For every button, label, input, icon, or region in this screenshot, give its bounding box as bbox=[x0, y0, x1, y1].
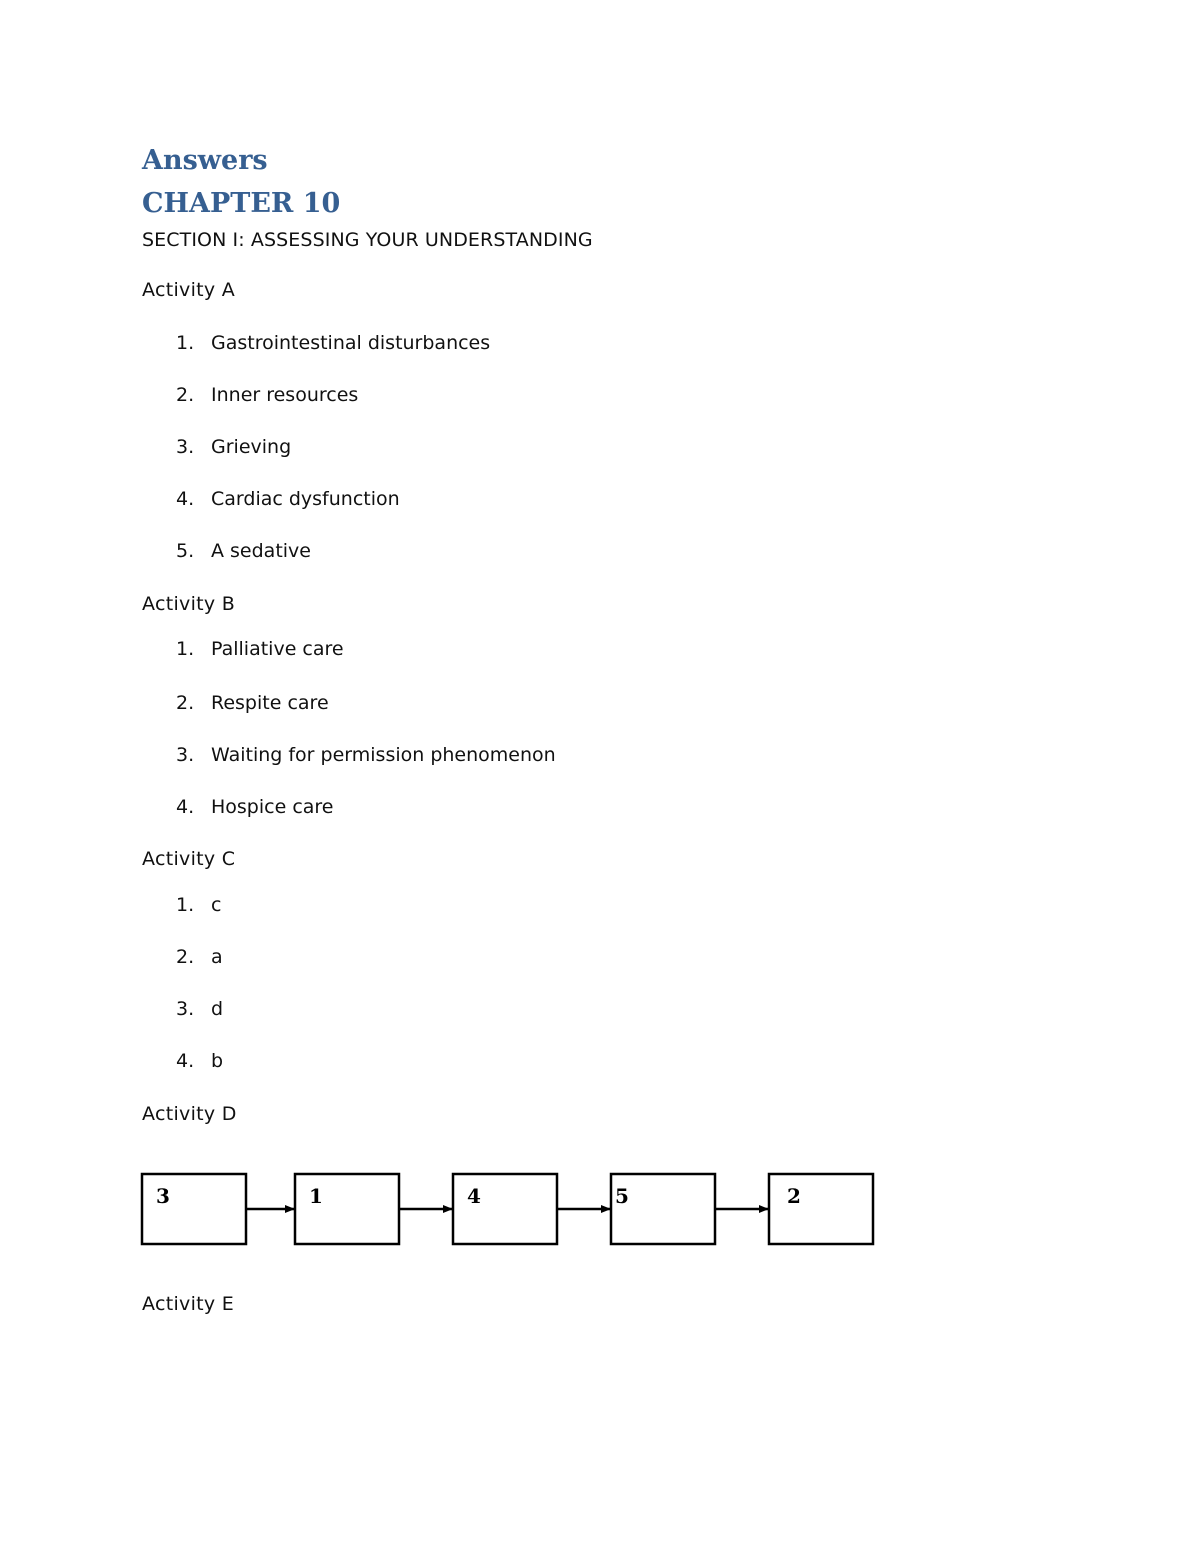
activity-d-heading: Activity D bbox=[142, 1103, 237, 1125]
list-item-text: Gastrointestinal disturbances bbox=[211, 332, 491, 354]
list-item-text: Hospice care bbox=[211, 796, 334, 818]
section-heading: SECTION I: ASSESSING YOUR UNDERSTANDING bbox=[142, 229, 593, 251]
list-item-number: 3. bbox=[176, 998, 195, 1020]
list-item-text: c bbox=[211, 894, 222, 916]
list-item-number: 1. bbox=[176, 638, 195, 660]
sequence-box bbox=[611, 1174, 715, 1244]
list-item-text: Grieving bbox=[211, 436, 292, 458]
list-item-number: 2. bbox=[176, 946, 195, 968]
sequence-box bbox=[453, 1174, 557, 1244]
list-item-text: Palliative care bbox=[211, 638, 344, 660]
sequence-flow-diagram bbox=[138, 1166, 883, 1252]
list-item-number: 4. bbox=[176, 796, 195, 818]
sequence-box-number: 3 bbox=[156, 1184, 170, 1208]
sequence-box bbox=[295, 1174, 399, 1244]
list-item-text: Cardiac dysfunction bbox=[211, 488, 400, 510]
sequence-box-number: 1 bbox=[309, 1184, 323, 1208]
list-item-number: 1. bbox=[176, 332, 195, 354]
list-item-number: 4. bbox=[176, 1050, 195, 1072]
list-item-text: a bbox=[211, 946, 223, 968]
sequence-box bbox=[769, 1174, 873, 1244]
activity-a-heading: Activity A bbox=[142, 279, 236, 301]
list-item-number: 2. bbox=[176, 384, 195, 406]
activity-e-heading: Activity E bbox=[142, 1293, 235, 1315]
list-item-text: A sedative bbox=[211, 540, 311, 562]
list-item-text: Inner resources bbox=[211, 384, 359, 406]
list-item-text: d bbox=[211, 998, 224, 1020]
list-item-number: 1. bbox=[176, 894, 195, 916]
sequence-box-number: 2 bbox=[787, 1184, 801, 1208]
sequence-box bbox=[142, 1174, 246, 1244]
list-item-number: 5. bbox=[176, 540, 195, 562]
list-item-number: 3. bbox=[176, 744, 195, 766]
page-title: Answers bbox=[142, 145, 268, 176]
activity-b-heading: Activity B bbox=[142, 593, 236, 615]
chapter-heading: CHAPTER 10 bbox=[142, 188, 341, 219]
sequence-box-number: 4 bbox=[467, 1184, 481, 1208]
list-item-number: 4. bbox=[176, 488, 195, 510]
activity-c-heading: Activity C bbox=[142, 848, 236, 870]
list-item-text: Respite care bbox=[211, 692, 329, 714]
list-item-number: 2. bbox=[176, 692, 195, 714]
list-item-text: Waiting for permission phenomenon bbox=[211, 744, 556, 766]
list-item-number: 3. bbox=[176, 436, 195, 458]
list-item-text: b bbox=[211, 1050, 224, 1072]
sequence-box-number: 5 bbox=[615, 1184, 629, 1208]
